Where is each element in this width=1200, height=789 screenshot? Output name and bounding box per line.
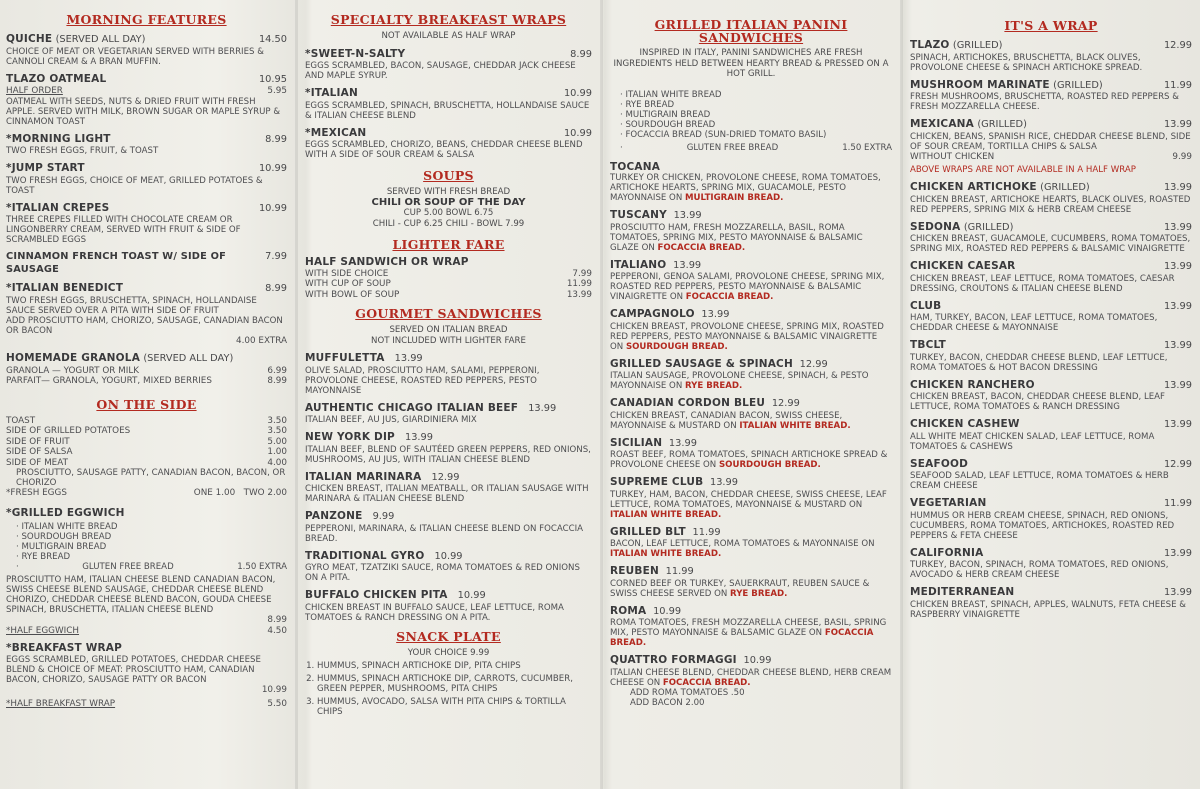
menu-item-italian-wrap: *ITALIAN 10.99 EGGS SCRAMBLED, SPINACH, BRUSCHETTA, HOLLANDAISE SAUCE & ITALIAN CHEESE BLEND [305,87,592,121]
menu-item-gyro: TRADITIONAL GYRO 10.99 GYRO MEAT, TZATZIKI SAUCE, ROMA TOMATOES & RED ONIONS ON A PITA. [305,549,580,583]
menu-item-mushroom-marinate: MUSHROOM MARINATE (GRILLED) 11.99 FRESH MUSHROOMS, BRUSCHETTA, ROASTED RED PEPPERS & FRESH MOZZARELLA CHEESE. [910,78,1192,112]
column-wraps [900,0,1200,789]
list-item: SIDE OF GRILLED POTATOES 3.50 [6,426,287,436]
menu-item-italiano: ITALIANO 13.99 PEPPERONI, GENOA SALAMI, PROVOLONE CHEESE, SPRING MIX, ROASTED RED PEPPERS, PESTO MAYONNAISE & BALSAMIC VINAIGRETTE ON FOCACCIA BREAD. [610,258,885,302]
section-title-snack: SNACK PLATE [396,628,501,644]
menu-item-tlazo: TLAZO (GRILLED) 12.99 SPINACH, ARTICHOKES, BRUSCHETTA, BLACK OLIVES, PROVOLONE CHEESE & SPINACH ARTICHOKE SPREAD. [910,39,1192,73]
menu-item-sausage-spinach: GRILLED SAUSAGE & SPINACH 12.99 ITALIAN SAUSAGE, PROVOLONE CHEESE, SPINACH, & PESTO MAYONNAISE ON RYE BREAD. [610,357,869,391]
list-item: SIDE OF FRUIT 5.00 [6,436,287,447]
panini-list [610,161,892,708]
list-item: WITH BOWL OF SOUP 13.99 [305,289,592,300]
menu-item-italian-marinara: ITALIAN MARINARA 12.99 CHICKEN BREAST, ITALIAN MEATBALL, OR ITALIAN SAUSAGE WITH MARINARA & ITALIAN CHEESE BLEND [305,470,589,504]
menu-item-mediterranean: MEDITERRANEAN 13.99 CHICKEN BREAST, SPINACH, APPLES, WALNUTS, FETA CHEESE & RASPBERRY VINAIGRETTE [910,586,1192,620]
section-title-gourmet: GOURMET SANDWICHES [355,306,542,321]
menu-item-quattro-formaggi: QUATTRO FORMAGGI 10.99 ITALIAN CHEESE BLEND, CHEDDAR CHEESE BLEND, HERB CREAM CHEESE ON FOCACCIA BREAD. ADD ROMA TOMATOES .50 ADD BACON 2.00 [610,654,892,708]
menu-item-granola: HOMEMADE GRANOLA (SERVED ALL DAY) GRANOLA — YOGURT OR MILK 6.99 PARFAIT— GRANOLA, YOGURT, MIXED BERRIES 8.99 [6,352,287,386]
list-item: SIDE OF MEAT 4.00 [6,457,287,468]
menu-item-oatmeal: TLAZO OATMEAL 10.95 HALF ORDER 5.95 OATMEAL WITH SEEDS, NUTS & DRIED FRUIT WITH FRESH APPLE. SERVED WITH MILK, BROWN SUGAR OR MAPLE SYRUP & CINNAMON TOAST [6,72,287,127]
menu-item-panzone: PANZONE 9.99 PEPPERONI, MARINARA, & ITALIAN CHEESE BLEND ON FOCACCIA BREAD. [305,510,584,544]
menu-item-club: CLUB 13.99 HAM, TURKEY, BACON, LEAF LETTUCE, ROMA TOMATOES, CHEDDAR CHEESE & MAYONNAISE [910,299,1192,333]
menu-item-grilled-eggwich: *GRILLED EGGWICH · ITALIAN WHITE BREAD · SOURDOUGH BREAD · MULTIGRAIN BREAD · RYE BREAD · GLUTEN FREE BREAD 1.50 EXTRA PROSCIUTTO HAM, ITALIAN CHEESE BLEND CANADIAN BACON, SWISS CHEESE BLEND SAUSAGE, CHEDDAR CHEESE BLEND CHORIZO, CHEDDAR CHEESE BLEND BACON, GOUDA CHEESE SPINACH, BRUSCHETTA, ITALIAN CHEESE BLEND 8.99 *HALF EGGWICH 4.50 [6,507,287,637]
section-title-wrap: IT'S A WRAP [1004,18,1098,33]
section-title-lighter: LIGHTER FARE [392,237,505,252]
menu-item-sedona: SEDONA (GRILLED) 13.99 CHICKEN BREAST, GUACAMOLE, CUCUMBERS, ROMA TOMATOES, SPRING MIX, ROASTED RED PEPPERS & BALSAMIC VINAIGRETTE [910,220,1192,254]
menu-item-muffuletta: MUFFULETTA 13.99 OLIVE SALAD, PROSCIUTTO HAM, SALAMI, PEPPERONI, PROVOLONE CHEESE, ROASTED RED PEPPERS, PESTO MAYONNAISE [305,352,540,396]
fold-line [600,0,603,789]
menu-item-chicken-ranchero: CHICKEN RANCHERO 13.99 CHICKEN BREAST, BACON, CHEDDAR CHEESE BLEND, LEAF LETTUCE, ROMA TOMATOES & RANCH DRESSING [910,378,1192,412]
menu-item-mexican-wrap: *MEXICAN 10.99 EGGS SCRAMBLED, CHORIZO, BEANS, CHEDDAR CHEESE BLEND WITH A SIDE OF SOUR CREAM & SALSA [305,126,592,160]
menu-item-roma: ROMA 10.99 ROMA TOMATOES, FRESH MOZZARELLA CHEESE, BASIL, SPRING MIX, PESTO MAYONNAISE & BALSAMIC GLAZE ON FOCACCIA BREAD. [610,604,887,648]
menu-item-reuben: REUBEN 11.99 CORNED BEEF OR TURKEY, SAUERKRAUT, REUBEN SAUCE & SWISS CHEESE SERVED ON RYE BREAD. [610,565,870,599]
menu-item-mexicana: MEXICANA (GRILLED) 13.99 CHICKEN, BEANS, SPANISH RICE, CHEDDAR CHEESE BLEND, SIDE OF SOUR CREAM, TORTILLA CHIPS & SALSA WITHOUT CHICKEN 9.99 [910,118,1192,162]
menu-item-chicken-artichoke: CHICKEN ARTICHOKE (GRILLED) 13.99 CHICKEN BREAST, ARTICHOKE HEARTS, BLACK OLIVES, ROASTED RED PEPPERS, SPRING MIX & HERB CREAM CHEESE [910,181,1192,215]
menu-item-italian-crepes: *ITALIAN CREPES 10.99 THREE CREPES FILLED WITH CHOCOLATE CREAM OR LINGONBERRY CREAM, SERVED WITH FRUIT & SIDE OF SCRAMBLED EGGS [6,201,287,245]
menu-item-buffalo-pita: BUFFALO CHICKEN PITA 10.99 CHICKEN BREAST IN BUFFALO SAUCE, LEAF LETTUCE, ROMA TOMATOES & RANCH DRESSING ON A PITA. [305,589,564,623]
menu-item-grilled-blt: GRILLED BLT 11.99 BACON, LEAF LETTUCE, ROMA TOMATOES & MAYONNAISE ON ITALIAN WHITE BREAD. [610,525,875,559]
column-morning [0,0,295,789]
menu-item-chicago-beef: AUTHENTIC CHICAGO ITALIAN BEEF 13.99 ITALIAN BEEF, AU JUS, GIARDINIERA MIX [305,401,557,425]
menu-item-tocana: TOCANA TURKEY OR CHICKEN, PROVOLONE CHEESE, ROMA TOMATOES, ARTICHOKE HEARTS, SPRING MIX, GUACAMOLE, PESTO MAYONNAISE ON MULTIGRAIN BREAD. [610,160,881,203]
menu-item-new-york-dip: NEW YORK DIP 13.99 ITALIAN BEEF, BLEND OF SAUTÉED GREEN PEPPERS, RED ONIONS, MUSHROOMS, AU JUS, WITH ITALIAN CHEESE BLEND [305,431,591,465]
menu-item-supreme-club: SUPREME CLUB 13.99 TURKEY, HAM, BACON, CHEDDAR CHEESE, SWISS CHEESE, LEAF LETTUCE, ROMA TOMATOES, MAYONNAISE & MUSTARD ON ITALIAN WHITE BREAD. [610,476,887,520]
menu-item-italian-benedict: *ITALIAN BENEDICT 8.99 TWO FRESH EGGS, BRUSCHETTA, SPINACH, HOLLANDAISE SAUCE SERVED OVER A PITA WITH SIDE OF FRUIT ADD PROSCIUTTO HAM, CHORIZO, SAUSAGE, CANADIAN BACON OR BACON 4.00 EXTRA [6,282,287,346]
menu-item-quiche: QUICHE (SERVED ALL DAY) 14.50 CHOICE OF MEAT OR VEGETARIAN SERVED WITH BERRIES & CANNOLI CREAM & A BRAN MUFFIN. [6,33,287,67]
list-item: *FRESH EGGS ONE 1.00 TWO 2.00 [6,488,287,498]
wrap-note: ABOVE WRAPS ARE NOT AVAILABLE IN A HALF WRAP [910,165,1136,175]
column-panini: GRILLED ITALIAN PANINI SANDWICHES INSPIRED IN ITALY, PANINI SANDWICHES ARE FRESH INGREDIENTS HELD BETWEEN HEARTY BREAD & PRESSED ON A HOT GRILL. · ITALIAN WHITE BREAD · RYE BREAD · MULTIGRAIN BREAD · SOURDOUGH BREAD · FOCACCIA BREAD (SUN-DRIED TOMATO BASIL) · GLUTEN FREE BREAD 1.50 EXTRA TOCANA TURKEY OR CHICKEN, PROVOLONE CHEESE, ROMA TOMATOES, ARTICHOKE HEARTS, SPRING MIX, GUACAMOLE, PESTO MAYONNAISE ON MULTIGRAIN BREAD. TUSCANY 13.99 PROSCIUTTO HAM, FRESH MOZZARELLA, BASIL, ROMA TOMATOES, SPRING MIX, PESTO MAYONNAISE & BALSAMIC GLAZE ON FOCACCIA BREAD. ITALIANO 13.99 PEPPERONI, GENOA SALAMI, PROVOLONE CHEESE, SPRING MIX, ROASTED RED PEPPERS, PESTO MAYONNAISE & BALSAMIC VINAIGRETTE ON FOCACCIA BREAD. CAMPAGNOLO 13.99 CHICKEN BREAST, PROVOLONE CHEESE, SPRING MIX, ROASTED RED PEPPERS, PESTO MAYONNAISE & BALSAMIC VINAIGRETTE ON SOURDOUGH BREAD. GRILLED SAUSAGE & SPINACH 12.99 ITALIAN SAUSAGE, PROVOLONE CHEESE, SPINACH, & PESTO MAYONNAISE ON RYE BREAD. CANADIAN CORDON BLEU 12.99 CHICKEN BREAST, CANADIAN BACON, SWISS CHEESE, MAYONNAISE & MUSTARD ON ITALIAN WHITE BREAD. SICILIAN 13.99 ROAST BEEF, ROMA TOMATOES, SPINACH ARTICHOKE SPREAD & PROVOLONE CHEESE ON SOURDOUGH BREAD. SUPREME CLUB 13.99 TURKEY, HAM, BACON, CHEDDAR CHEESE, SWISS CHEESE, LEAF LETTUCE, ROMA TOMATOES, MAYONNAISE & MUSTARD ON ITALIAN WHITE BREAD. GRILLED BLT 11.99 BACON, LEAF LETTUCE, ROMA TOMATOES & MAYONNAISE ON ITALIAN WHITE BREAD. REUBEN 11.99 CORNED BEEF OR TURKEY, SAUERKRAUT, REUBEN SAUCE & SWISS CHEESE SERVED ON RYE BREAD. ROMA 10.99 ROMA TOMATOES, FRESH MOZZARELLA CHEESE, BASIL, SPRING MIX, PESTO MAYONNAISE & BALSAMIC GLAZE ON FOCACCIA BREAD. QUATTRO FORMAGGI 10.99 ITALIAN CHEESE BLEND, CHEDDAR CHEESE BLEND, HERB CREAM CHEESE ON FOCACCIA BREAD. ADD ROMA TOMATOES .50 ADD BACON 2.00 [600,0,900,789]
column-wraps-sandwiches: SPECIALTY BREAKFAST WRAPS NOT AVAILABLE AS HALF WRAP *SWEET-N-SALTY 8.99 EGGS SCRAMBLED, BACON, SAUSAGE, CHEDDAR JACK CHEESE AND MAPLE SYRUP. *ITALIAN 10.99 EGGS SCRAMBLED, SPINACH, BRUSCHETTA, HOLLANDAISE SAUCE & ITALIAN CHEESE BLEND *MEXICAN 10.99 EGGS SCRAMBLED, CHORIZO, BEANS, CHEDDAR CHEESE BLEND WITH A SIDE OF SOUR CREAM & SALSA SOUPS SERVED WITH FRESH BREAD CHILI OR SOUP OF THE DAY CUP 5.00 BOWL 6.75 CHILI - CUP 6.25 CHILI - BOWL 7.99 LIGHTER FARE HALF SANDWICH OR WRAP WITH SIDE CHOICE 7.99 WITH CUP OF SOUP 11.99 WITH BOWL OF SOUP 13.99 GOURMET SANDWICHES SERVED ON ITALIAN BREAD NOT INCLUDED WITH LIGHTER FARE MUFFULETTA 13.99 OLIVE SALAD, PROSCIUTTO HAM, SALAMI, PEPPERONI, PROVOLONE CHEESE, ROASTED RED PEPPERS, PESTO MAYONNAISE AUTHENTIC CHICAGO ITALIAN BEEF 13.99 ITALIAN BEEF, AU JUS, GIARDINIERA MIX NEW YORK DIP 13.99 ITALIAN BEEF, BLEND OF SAUTÉED GREEN PEPPERS, RED ONIONS, MUSHROOMS, AU JUS, WITH ITALIAN CHEESE BLEND ITALIAN MARINARA 12.99 CHICKEN BREAST, ITALIAN MEATBALL, OR ITALIAN SAUSAGE WITH MARINARA & ITALIAN CHEESE BLEND PANZONE 9.99 PEPPERONI, MARINARA, & ITALIAN CHEESE BLEND ON FOCACCIA BREAD. TRADITIONAL GYRO 10.99 GYRO MEAT, TZATZIKI SAUCE, ROMA TOMATOES & RED ONIONS ON A PITA. BUFFALO CHICKEN PITA 10.99 CHICKEN BREAST IN BUFFALO SAUCE, LEAF LETTUCE, ROMA TOMATOES & RANCH DRESSING ON A PITA. SNACK PLATE YOUR CHOICE 9.99 1. HUMMUS, SPINACH ARTICHOKE DIP, PITA CHIPS 2. HUMMUS, SPINACH ARTICHOKE DIP, CARROTS, CUCUMBER, GREEN PEPPER, MUSHROOMS, PITA CHIPS 3. HUMMUS, AVOCADO, SALSA WITH PITA CHIPS & TORTILLA CHIPS [295,0,600,789]
fold-line [295,0,298,789]
section-title-side: ON THE SIDE [96,396,197,412]
menu-item-seafood: SEAFOOD 12.99 SEAFOOD SALAD, LEAF LETTUCE, ROMA TOMATOES & HERB CREAM CHEESE [910,457,1192,491]
menu-item-campagnolo: CAMPAGNOLO 13.99 CHICKEN BREAST, PROVOLONE CHEESE, SPRING MIX, ROASTED RED PEPPERS, PESTO MAYONNAISE & BALSAMIC VINAIGRETTE ON SOURDOUGH BREAD. [610,308,884,352]
list-item: WITH CUP OF SOUP 11.99 [305,279,592,289]
menu-item-vegetarian: VEGETARIAN 11.99 HUMMUS OR HERB CREAM CHEESE, SPINACH, RED ONIONS, CUCUMBERS, ROMA TOMATOES, ARTICHOKES, ROASTED RED PEPPERS & FETA CHEESE [910,497,1192,541]
menu-item-tuscany: TUSCANY 13.99 PROSCIUTTO HAM, FRESH MOZZARELLA, BASIL, ROMA TOMATOES, SPRING MIX, PESTO MAYONNAISE & BALSAMIC GLAZE ON FOCACCIA BREAD. [610,209,863,253]
bread-list: · ITALIAN WHITE BREAD · SOURDOUGH BREAD · MULTIGRAIN BREAD · RYE BREAD · GLUTEN FREE BREAD 1.50 EXTRA [16,522,287,572]
section-title-soups: SOUPS [423,168,474,183]
section-title-morning: MORNING FEATURES [66,12,227,27]
menu-item-tbclt: TBCLT 13.99 TURKEY, BACON, CHEDDAR CHEESE BLEND, LEAF LETTUCE, ROMA TOMATOES & HOT BACON DRESSING [910,339,1192,373]
menu-item-jump-start: *JUMP START 10.99 TWO FRESH EGGS, CHOICE OF MEAT, GRILLED POTATOES & TOAST [6,162,287,196]
fold-line [900,0,903,789]
list-item: TOAST 3.50 [6,415,287,426]
menu-item-breakfast-wrap: *BREAKFAST WRAP EGGS SCRAMBLED, GRILLED POTATOES, CHEDDAR CHEESE BLEND & CHOICE OF MEAT: PROSCIUTTO HAM, CANADIAN BACON, CHORIZO, SAUSAGE PATTY OR BACON 10.99 *HALF BREAKFAST WRAP 5.50 [6,642,287,709]
menu-item-sweet-n-salty: *SWEET-N-SALTY 8.99 EGGS SCRAMBLED, BACON, SAUSAGE, CHEDDAR JACK CHEESE AND MAPLE SYRUP. [305,47,592,81]
list-item: SIDE OF SALSA 1.00 [6,447,287,457]
list-item: WITH SIDE CHOICE 7.99 [305,268,592,279]
menu-item-morning-light: *MORNING LIGHT 8.99 TWO FRESH EGGS, FRUIT, & TOAST [6,132,287,156]
menu-item-chicken-cashew: CHICKEN CASHEW 13.99 ALL WHITE MEAT CHICKEN SALAD, LEAF LETTUCE, ROMA TOMATOES & CASHEWS [910,418,1192,452]
snack-list: 1. HUMMUS, SPINACH ARTICHOKE DIP, PITA CHIPS 2. HUMMUS, SPINACH ARTICHOKE DIP, CARROTS, CUCUMBER, GREEN PEPPER, MUSHROOMS, PITA CHIPS 3. HUMMUS, AVOCADO, SALSA WITH PITA CHIPS & TORTILLA CHIPS [317,661,592,717]
menu-item-cordon-bleu: CANADIAN CORDON BLEU 12.99 CHICKEN BREAST, CANADIAN BACON, SWISS CHEESE, MAYONNAISE & MUSTARD ON ITALIAN WHITE BREAD. [610,397,851,431]
side-list: TOAST 3.50 SIDE OF GRILLED POTATOES 3.50 SIDE OF FRUIT 5.00 SIDE OF SALSA 1.00 SIDE OF MEAT 4.00 PROSCIUTTO, SAUSAGE PATTY, CANADIAN BACON, BACON, OR CHORIZO *FRESH EGGS ONE 1.00 TWO 2.00 [6,415,287,498]
section-title-specialty: SPECIALTY BREAKFAST WRAPS [330,12,567,27]
menu-item-chicken-caesar: CHICKEN CAESAR 13.99 CHICKEN BREAST, LEAF LETTUCE, ROMA TOMATOES, CAESAR DRESSING, CROUTONS & ITALIAN CHEESE BLEND [910,260,1192,294]
bread-list: · ITALIAN WHITE BREAD · RYE BREAD · MULTIGRAIN BREAD · SOURDOUGH BREAD · FOCACCIA BREAD (SUN-DRIED TOMATO BASIL) · GLUTEN FREE BREAD 1.50 EXTRA [620,90,892,153]
menu-item-french-toast: CINNAMON FRENCH TOAST W/ SIDE OF SAUSAGE 7.99 [6,251,287,275]
menu-item-sicilian: SICILIAN 13.99 ROAST BEEF, ROMA TOMATOES, SPINACH ARTICHOKE SPREAD & PROVOLONE CHEESE ON SOURDOUGH BREAD. [610,436,888,470]
section-title-panini: GRILLED ITALIAN PANINI SANDWICHES [654,17,848,45]
menu-item-california: CALIFORNIA 13.99 TURKEY, BACON, SPINACH, ROMA TOMATOES, RED ONIONS, AVOCADO & HERB CREAM CHEESE [910,546,1192,580]
